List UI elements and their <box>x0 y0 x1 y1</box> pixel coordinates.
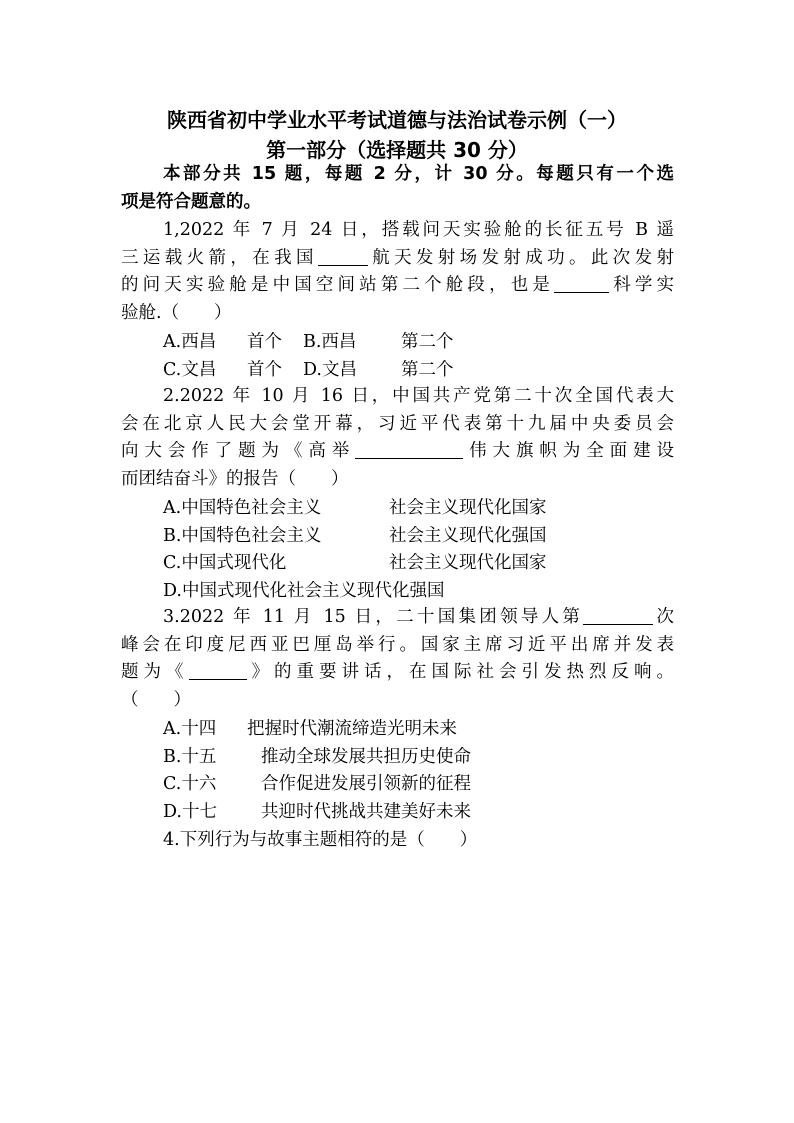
section-heading: 第一部分（选择题共 30 分） <box>266 138 528 162</box>
option-c: C.文昌 <box>163 360 217 380</box>
q3-option-a: A.十四 把握时代潮流缔造光明未来 <box>163 719 457 739</box>
question-4: 4.下列行为与故事主题相符的是（ ） <box>163 830 478 850</box>
q1-options-ab: A.西昌 首个 B.西昌 第二个 <box>163 328 454 353</box>
option-b: B.西昌 <box>303 332 357 352</box>
q3-option-d: D.十七 共迎时代挑战共建美好未来 <box>163 802 471 822</box>
answer-blank <box>554 274 609 293</box>
answer-blank <box>583 606 653 625</box>
answer-blank <box>355 440 463 459</box>
q3-option-b: B.十五 推动全球发展共担历史使命 <box>163 747 471 767</box>
section-instructions: 本部分共 15 题，每题 2 分，计 30 分。每题只有一个选 项是符合题意的。 <box>121 164 674 212</box>
q2-option-d: D.中国式现代化社会主义现代化强国 <box>163 581 445 601</box>
q2-option-b: B.中国特色社会主义 社会主义现代化强国 <box>163 526 547 546</box>
q1-options-cd: C.文昌 首个 D.文昌 第二个 <box>163 356 454 381</box>
option-a: A.西昌 <box>163 332 217 352</box>
q3-option-c: C.十六 合作促进发展引领新的征程 <box>163 774 471 794</box>
q2-option-a: A.中国特色社会主义 社会主义现代化国家 <box>163 498 547 518</box>
question-2: 2.2022 年 10 月 16 日，中国共产党第二十次全国代表大 会在北京人民大会堂开幕，习近平代表第十九届中央委员会 向大会作了题为《高举 伟大旗帜为全面建设 而团结奋斗》的报告（ ） <box>121 386 675 489</box>
answer-blank <box>189 661 247 680</box>
question-1: 1,2022 年 7 月 24 日，搭载问天实验舱的长征五号 B 遥 三运载火箭，在我国 航天发射场发射成功。此次发射 的问天实验舱是中国空间站第二个舱段，也是 科学实 验舱.（ ） <box>121 220 675 323</box>
answer-blank <box>318 247 368 266</box>
question-3: 3.2022 年 11 月 15 日，二十国集团领导人第 次 峰会在印度尼西亚巴厘岛举行。国家主席习近平出席并发表 题为《 》的重要讲话，在国际社会引发热烈反响。 （ ） <box>121 607 675 710</box>
exam-title: 陕西省初中学业水平考试道德与法治试卷示例（一） <box>167 108 627 132</box>
option-d: D.文昌 <box>303 360 357 380</box>
q2-option-c: C.中国式现代化 社会主义现代化国家 <box>163 553 547 573</box>
